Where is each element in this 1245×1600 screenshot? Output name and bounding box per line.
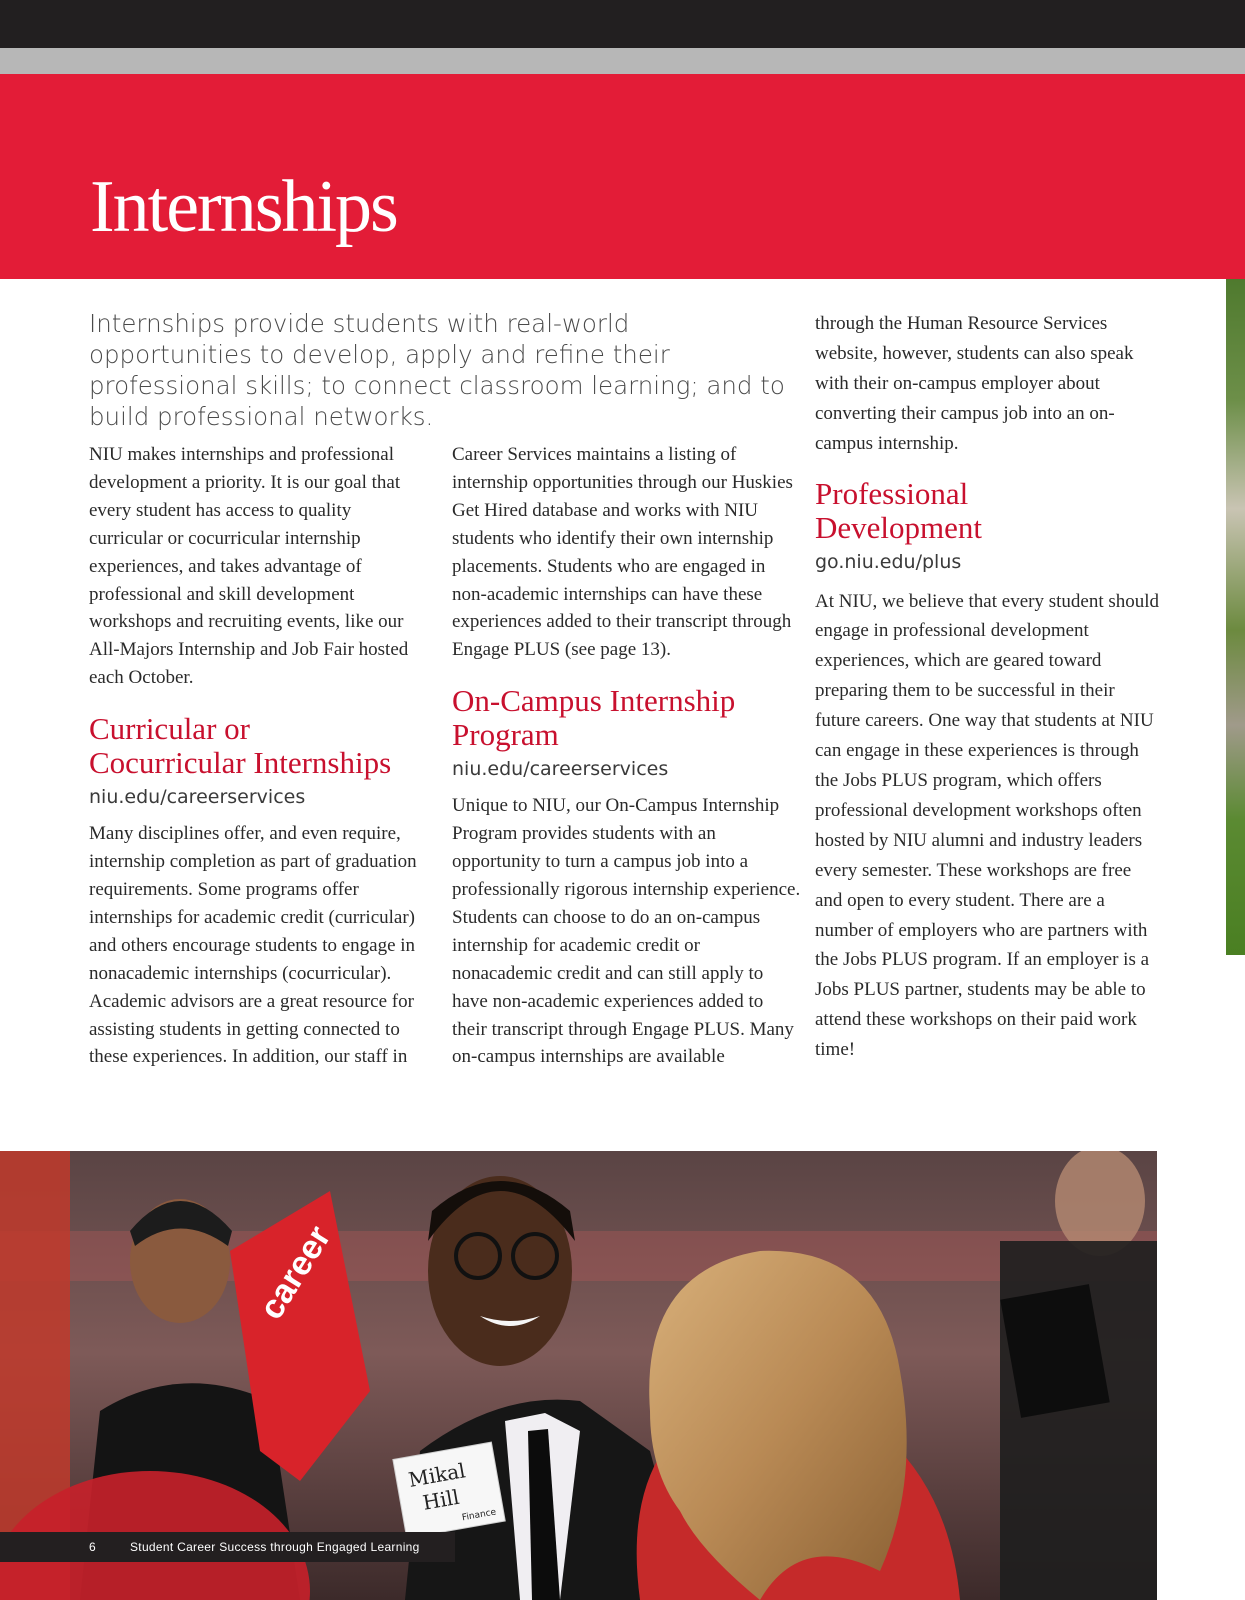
photo-banner-text: career bbox=[252, 1219, 339, 1326]
photo-name-tag-line-2: Hill bbox=[420, 1484, 462, 1515]
plus-url-link[interactable]: go.niu.edu/plus bbox=[815, 550, 962, 573]
col3-paragraph-1: through the Human Resource Services website, however, students can also speak with their on-campus employer about converting their campus job into an on-campus internship. bbox=[815, 313, 1134, 454]
photo-name-tag bbox=[393, 1442, 505, 1538]
curricular-heading bbox=[89, 712, 429, 780]
professional-development-heading-line-2: Development bbox=[815, 509, 983, 545]
col1-paragraph-2: Many disciplines offer, and even require, internship completion as part of graduation requirements. Some programs offer internships for academic credit (curricular) and others encourage students to engage in nonacademic internships (cocurricular). Academic advisors are a great resource for assisting students in getting connected to these experiences. In addition, our staff in bbox=[89, 823, 417, 1068]
photo-name-tag-line-1: Mikal bbox=[406, 1458, 468, 1492]
top-grey-bar bbox=[0, 48, 1245, 74]
page-footer bbox=[0, 1532, 455, 1562]
on-campus-heading-line-2: Program bbox=[452, 717, 559, 753]
col1-paragraph-1: NIU makes internships and professional development a priority. It is our goal that every student has access to quality curricular or cocurricular internship experiences, and takes advantage of professional and skill development workshops and recruiting events, like our All-Majors Internship and Job Fair hosted each October. bbox=[89, 444, 409, 689]
column-1 bbox=[89, 441, 429, 1071]
top-black-bar bbox=[0, 0, 1245, 48]
column-3 bbox=[815, 309, 1160, 1065]
column-2 bbox=[452, 441, 802, 1071]
on-campus-heading-line-1: On-Campus Internship bbox=[452, 683, 736, 719]
photo-right-figure-head bbox=[1055, 1151, 1145, 1256]
curricular-url-link[interactable]: niu.edu/careerservices bbox=[89, 786, 306, 809]
on-campus-heading bbox=[452, 684, 802, 752]
footer-text: Student Career Success through Engaged Learning bbox=[130, 1540, 420, 1554]
intro-text: Internships provide students with real-world opportunities to develop, apply and refine their professional skills; to connect classroom learning; and to build professional networks. bbox=[89, 309, 785, 431]
page-title: Internships bbox=[90, 166, 397, 248]
curricular-heading-line-1: Curricular or bbox=[89, 711, 250, 747]
col2-paragraph-2: Unique to NIU, our On-Campus Internship Program provides students with an opportunity to turn a campus job into a professionally rigorous internship experience. Students can choose to do an on-campus internship for academic credit or nonacademic credit and can still apply to have non-academic experiences added to their transcript through Engage PLUS. Many on-campus internships are available bbox=[452, 795, 801, 1068]
photo-name-tag-line-3: Finance bbox=[461, 1507, 497, 1524]
col3-paragraph-2: At NIU, we believe that every student should engage in professional development experiences, which are geared toward preparing them to be successful in their future careers. One way that students at NIU can engage in these experiences is through the Jobs PLUS program, which offers professional development workshops often hosted by NIU alumni and industry leaders every semester. These workshops are free and open to every student. There are a number of employers who are partners with the Jobs PLUS program. If an employer is a Jobs PLUS partner, students may be able to attend these workshops on their paid work time! bbox=[815, 590, 1160, 1061]
col2-paragraph-1: Career Services maintains a listing of internship opportunities through our Huskies Get Hired database and works with NIU students who identify their own internship placements. Students who are engaged in non-academic internships can have these experiences added to their transcript through Engage PLUS (see page 13). bbox=[452, 444, 793, 661]
professional-development-heading-line-1: Professional bbox=[815, 475, 969, 511]
curricular-heading-line-2: Cocurricular Internships bbox=[89, 745, 392, 781]
professional-development-heading bbox=[815, 477, 1160, 545]
on-campus-url-link[interactable]: niu.edu/careerservices bbox=[452, 758, 669, 781]
side-photo-strip bbox=[1226, 279, 1245, 955]
page-number: 6 bbox=[89, 1540, 96, 1554]
